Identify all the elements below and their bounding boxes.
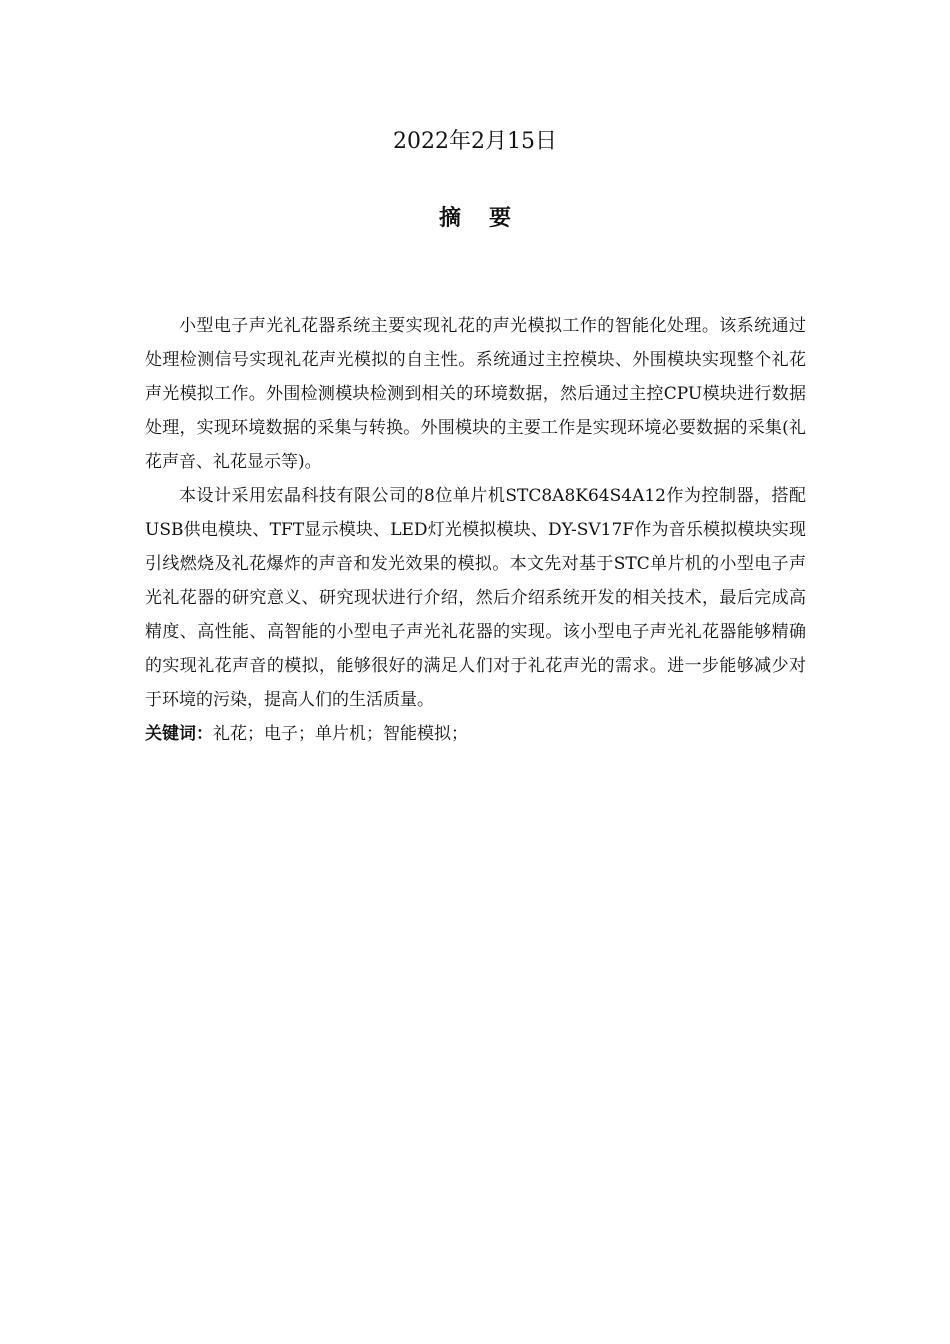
- abstract-paragraph-2: 本设计采用宏晶科技有限公司的8位单片机STC8A8K64S4A12作为控制器，搭配USB供电模块、TFT显示模块、LED灯光模拟模块、DY-SV17F作为音乐模拟模块实现引线燃烧及礼花爆炸的声音和发光效果的模拟。本文先对基于STC单片机的小型电子声光礼花器的研究意义、研究现状进行介绍，然后介绍系统开发的相关技术，最后完成高精度、高性能、高智能的小型电子声光礼花器的实现。该小型电子声光礼花器能够精确的实现礼花声音的模拟，能够很好的满足人们对于礼花声光的需求。进一步能够减少对于环境的污染，提高人们的生活质量。: [145, 486, 806, 710]
- keywords-label: 关键词：: [145, 724, 213, 744]
- keywords-line: [145, 717, 806, 751]
- abstract-body: [145, 309, 806, 751]
- document-date: 2022年2月15日: [393, 129, 557, 154]
- keywords-text: 礼花；电子；单片机；智能模拟；: [213, 724, 468, 744]
- abstract-paragraph-1: 小型电子声光礼花器系统主要实现礼花的声光模拟工作的智能化处理。该系统通过处理检测信号实现礼花声光模拟的自主性。系统通过主控模块、外围模块实现整个礼花声光模拟工作。外围检测模块检测到相关的环境数据，然后通过主控CPU模块进行数据处理，实现环境数据的采集与转换。外围模块的主要工作是实现环境必要数据的采集(礼花声音、礼花显示等)。: [145, 316, 806, 472]
- abstract-heading: 摘要: [438, 206, 539, 231]
